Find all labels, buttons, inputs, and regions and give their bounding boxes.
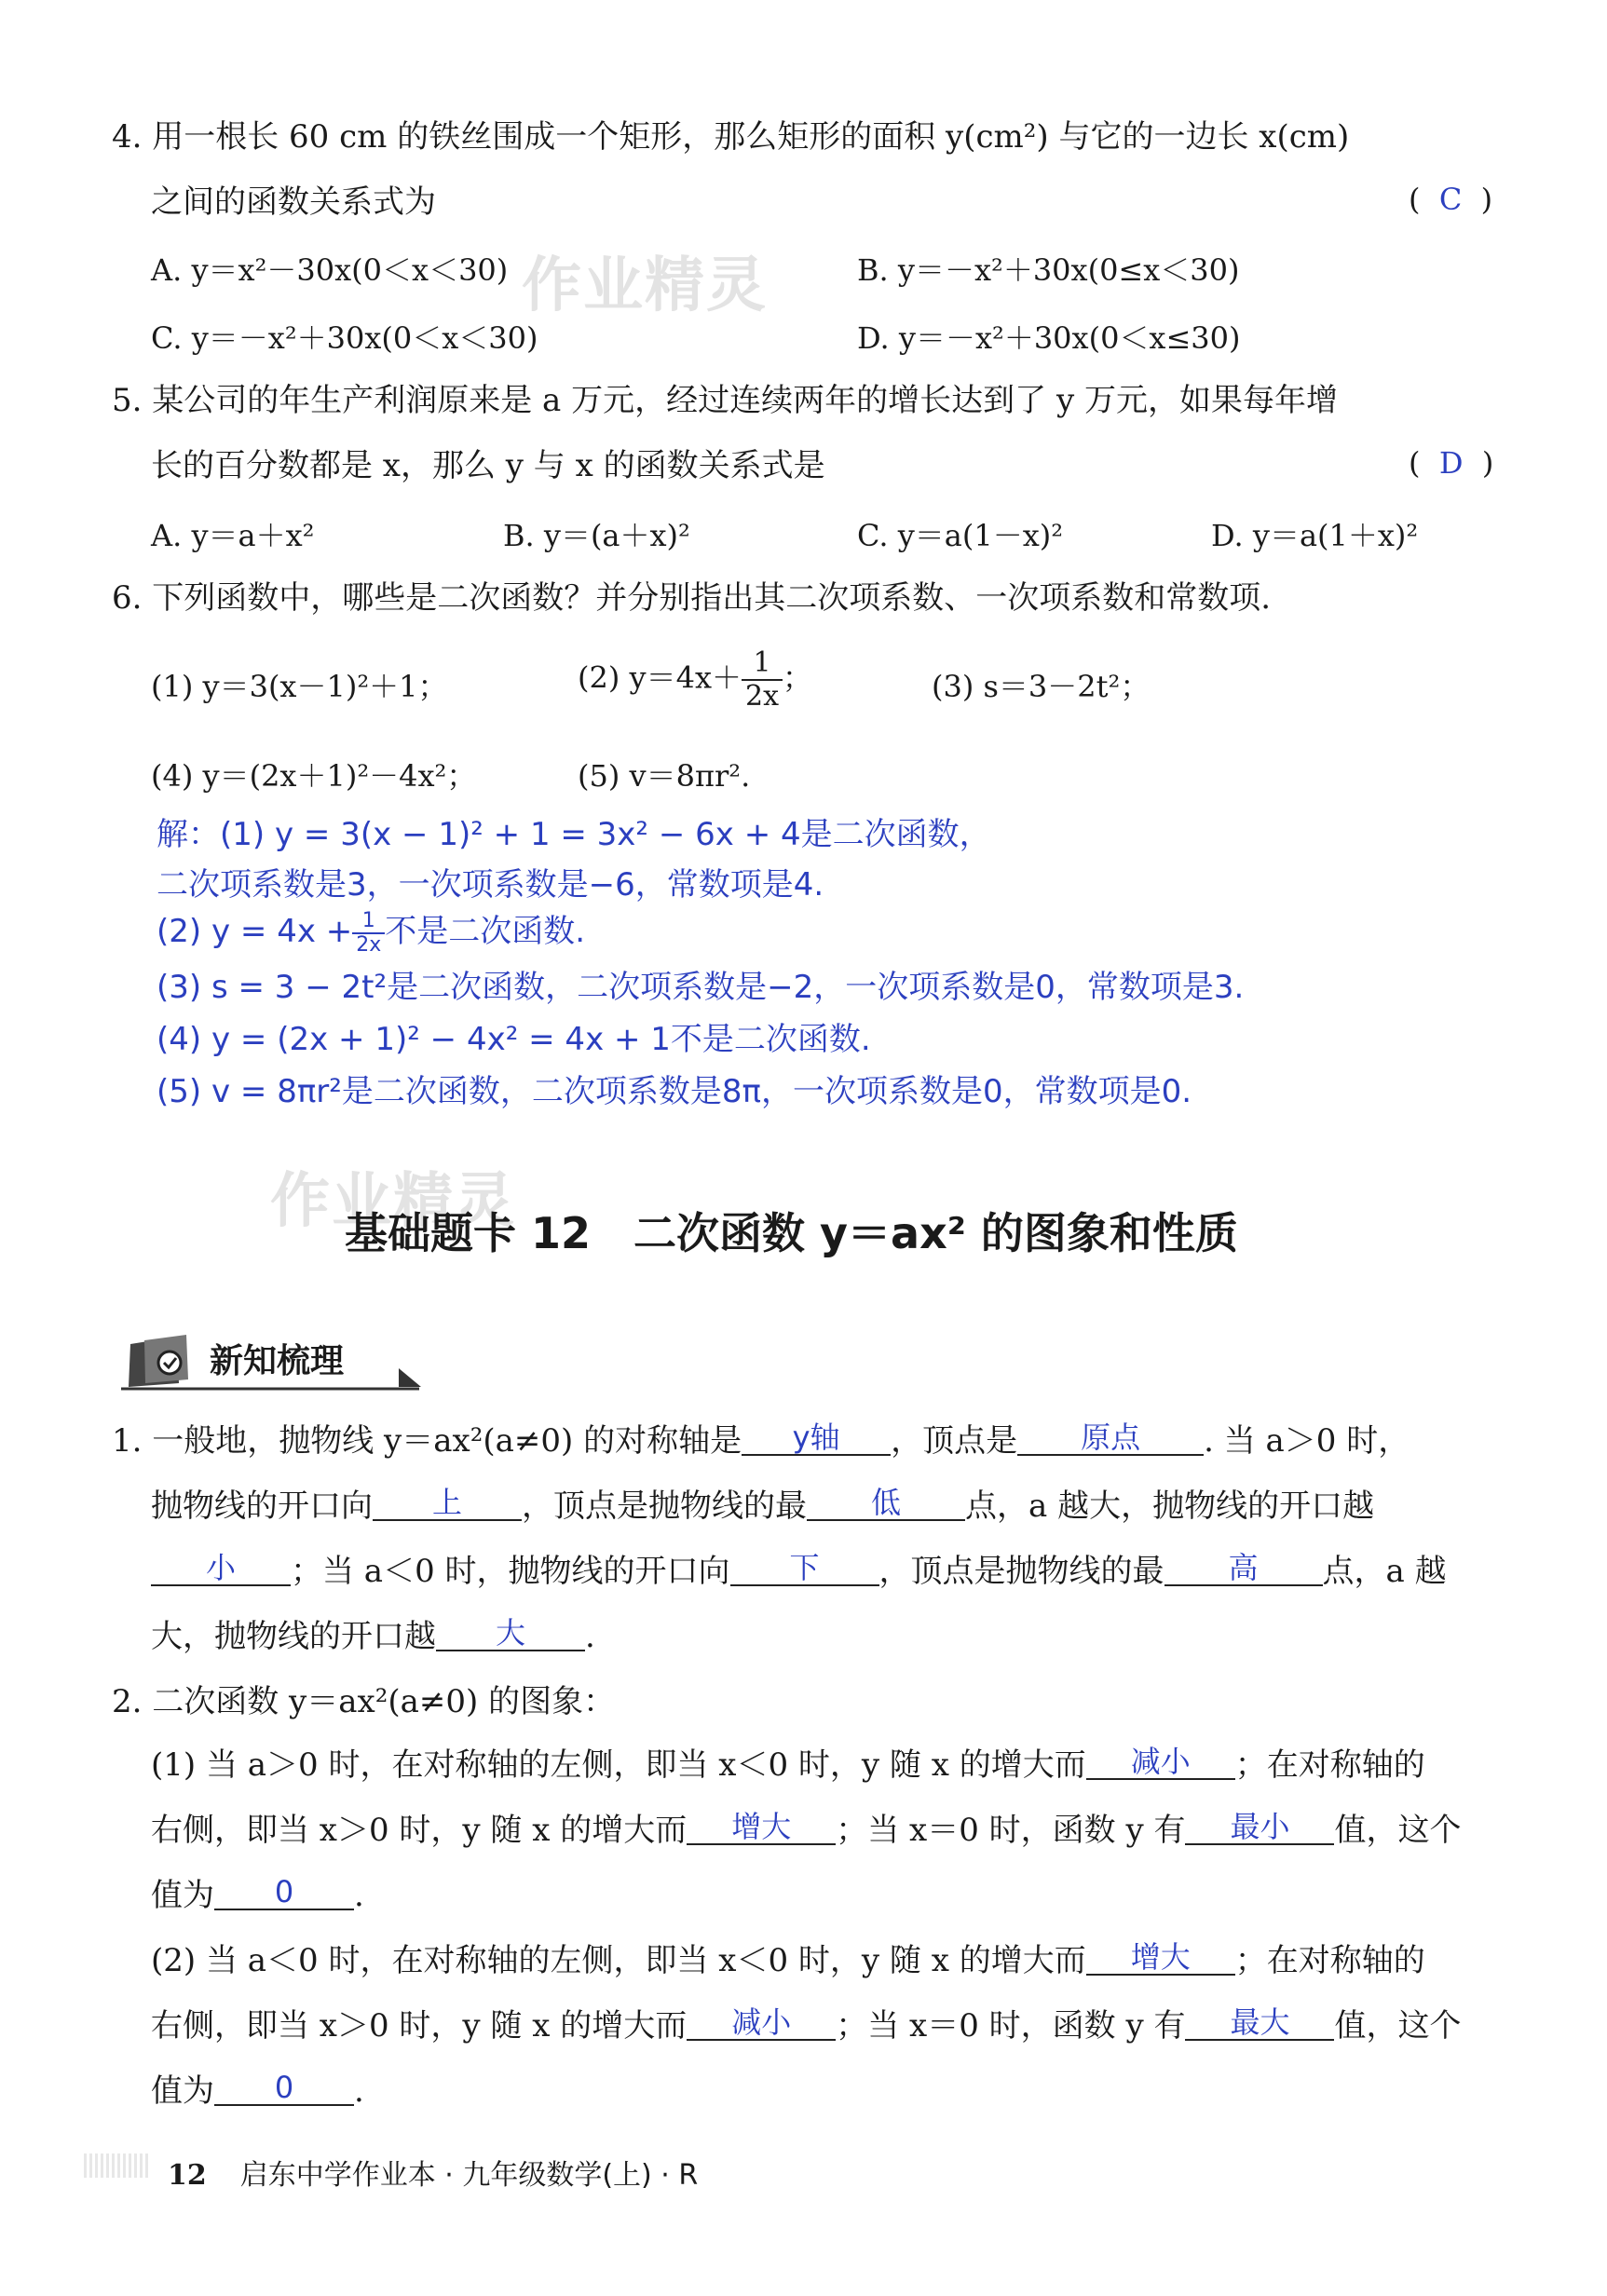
k1-text-8: ，顶点是抛物线的最: [878, 1553, 1164, 1590]
q6-function-2-numerator: 1: [742, 647, 783, 681]
k2-p1-blank-1[interactable]: 减小: [1086, 1745, 1235, 1780]
k1-text-4: 抛物线的开口向: [151, 1488, 373, 1525]
q6-solution-line5: (4) y = (2x + 1)² − 4x² = 4x + 1不是二次函数.: [157, 1021, 871, 1058]
q4-line2: 之间的函数关系式为: [151, 183, 436, 221]
q5-line1: 5. 某公司的年生产利润原来是 a 万元，经过连续两年的增长达到了 y 万元，如果每年增: [112, 382, 1338, 419]
q6-function-1: (1) y＝3(x－1)²＋1；: [151, 669, 448, 704]
k2-p1-line3: [151, 1875, 364, 1916]
k2-p1-text-h: .: [354, 1877, 364, 1914]
k2-p1-line2: [151, 1810, 1461, 1851]
q4-answer-paren: ( C ): [1409, 182, 1493, 217]
watermark: 作业精灵: [522, 251, 768, 320]
q6-function-4: (4) y＝(2x＋1)²－4x²；: [151, 758, 477, 794]
k2-p1-text-e: ；当 x＝0 时，函数 y 有: [836, 1812, 1186, 1849]
q6-solution-denominator: 2x: [356, 932, 382, 957]
q6-solution-line4: (3) s = 3 − 2t²是二次函数，二次项系数是−2，一次项系数是0，常数项是3.: [157, 969, 1245, 1006]
q6-stem: 6. 下列函数中，哪些是二次函数？并分别指出其二次项系数、一次项系数和常数项.: [112, 579, 1272, 617]
section-head-badge: [112, 1327, 429, 1393]
k1-blank-smaller[interactable]: 小: [151, 1551, 291, 1586]
k2-p1-blank-2[interactable]: 增大: [687, 1810, 836, 1845]
q6-function-5: (5) v＝8πr².: [578, 758, 751, 794]
k2-p2-text-f: 值，这个: [1334, 2007, 1462, 2045]
footer: [168, 2152, 698, 2193]
k2-p2-blank-3[interactable]: 最大: [1185, 2005, 1334, 2041]
k2-p2-text-h: .: [354, 2072, 364, 2110]
k1-text-3: . 当 a＞0 时，: [1204, 1422, 1410, 1460]
k2-p2-line3: [151, 2071, 364, 2112]
q4-option-b: B. y＝－x²＋30x(0≤x＜30): [857, 252, 1240, 288]
k2-p1-text-a: (1) 当 a＞0 时，在对称轴的左侧，即当 x＜0 时，y 随 x 的增大而: [151, 1746, 1086, 1784]
q5-answer: D: [1438, 445, 1464, 481]
q6-solution-line6: (5) v = 8πr²是二次函数，二次项系数是8π，一次项系数是0，常数项是0.: [157, 1073, 1192, 1110]
k2-p1-text-g: 值为: [151, 1877, 214, 1914]
k1-blank-larger[interactable]: 大: [436, 1616, 585, 1651]
k2-p1-blank-4[interactable]: 0: [214, 1875, 354, 1910]
k1-blank-highest[interactable]: 高: [1164, 1551, 1323, 1586]
k2-p2-blank-2[interactable]: 减小: [687, 2005, 836, 2041]
q5-option-d: D. y＝a(1＋x)²: [1211, 518, 1419, 553]
q6-solution-line3: [157, 905, 585, 957]
k2-p1-text-f: 值，这个: [1334, 1812, 1462, 1849]
q5-option-a: A. y＝a＋x²: [151, 518, 315, 553]
k1-line1: [112, 1420, 1410, 1461]
k1-text-10: 大，抛物线的开口越: [151, 1618, 436, 1655]
page-number: 12: [168, 2159, 207, 2192]
k2-p2-text-e: ；当 x＝0 时，函数 y 有: [836, 2007, 1186, 2045]
k1-text-1: 1. 一般地，抛物线 y＝ax²(a≠0) 的对称轴是: [112, 1422, 742, 1460]
q5-option-b: B. y＝(a＋x)²: [503, 518, 690, 553]
q4-option-a: A. y＝x²－30x(0＜x＜30): [151, 252, 509, 288]
q6-solution-line2: 二次项系数是3，一次项系数是−6，常数项是4.: [157, 866, 824, 903]
k1-line4: [151, 1616, 595, 1657]
q6-solution-line1: 解：(1) y = 3(x − 1)² + 1 = 3x² − 6x + 4是二次函数，: [157, 816, 991, 853]
k2-p2-blank-4[interactable]: 0: [214, 2071, 354, 2106]
k2-p2-text-c: ；在对称轴的: [1234, 1942, 1425, 1979]
q6-function-2-post: ；: [783, 659, 813, 696]
k2-p1-text-c: ；在对称轴的: [1234, 1746, 1425, 1784]
q5-line2: 长的百分数都是 x，那么 y 与 x 的函数关系式是: [151, 447, 825, 484]
q6-function-2-denominator: 2x: [745, 680, 780, 713]
k2-stem: 2. 二次函数 y＝ax²(a≠0) 的图象：: [112, 1683, 616, 1720]
book-title: 启东中学作业本 · 九年级数学(上) · R: [239, 2159, 699, 2192]
footer-decoration: [84, 2153, 149, 2178]
k1-line3: [151, 1551, 1447, 1592]
k2-p2-text-a: (2) 当 a＜0 时，在对称轴的左侧，即当 x＜0 时，y 随 x 的增大而: [151, 1942, 1086, 1979]
k1-text-11: .: [585, 1618, 595, 1655]
k1-text-5: ，顶点是抛物线的最: [522, 1488, 807, 1525]
section-head-label: 新知梳理: [210, 1342, 345, 1380]
k2-p1-text-d: 右侧，即当 x＞0 时，y 随 x 的增大而: [151, 1812, 688, 1849]
k1-blank-open-down[interactable]: 下: [730, 1551, 879, 1586]
q6-function-2-pre: (2) y＝4x＋: [578, 659, 742, 696]
k2-p2-text-d: 右侧，即当 x＞0 时，y 随 x 的增大而: [151, 2007, 688, 2045]
q6-solution-numerator: 1: [352, 910, 385, 934]
k1-text-2: ，顶点是: [891, 1422, 1018, 1460]
q6-solution-fraction: [352, 910, 385, 957]
q5-answer-paren: ( D ): [1409, 445, 1494, 481]
k1-blank-open-up[interactable]: 上: [373, 1486, 522, 1521]
q4-option-c: C. y＝－x²＋30x(0＜x＜30): [151, 320, 538, 356]
k1-text-7: ；当 a＜0 时，抛物线的开口向: [291, 1553, 730, 1590]
k2-p2-text-g: 值为: [151, 2072, 214, 2110]
k2-p2-blank-1[interactable]: 增大: [1086, 1940, 1235, 1976]
k2-p2-line2: [151, 2005, 1461, 2046]
k1-line2: [151, 1486, 1374, 1527]
k1-text-9: 点，a 越: [1322, 1553, 1447, 1590]
k1-blank-vertex[interactable]: 原点: [1017, 1420, 1204, 1456]
q4-option-d: D. y＝－x²＋30x(0＜x≤30): [857, 320, 1241, 356]
k1-blank-axis[interactable]: y轴: [742, 1420, 891, 1456]
k2-p1-blank-3[interactable]: 最小: [1185, 1810, 1334, 1845]
k2-p1-line1: [151, 1745, 1425, 1786]
k2-p2-line1: [151, 1940, 1425, 1981]
watermark-2: 作业精灵: [270, 1167, 516, 1236]
q6-solution-line3-pre: (2) y = 4x +: [157, 913, 353, 950]
q6-function-2: [578, 647, 812, 713]
q6-function-3: (3) s＝3－2t²；: [932, 669, 1151, 704]
q4-line1: 4. 用一根长 60 cm 的铁丝围成一个矩形，那么矩形的面积 y(cm²) 与它的一边长 x(cm): [112, 118, 1350, 156]
section-title: 基础题卡 12 二次函数 y＝ax² 的图象和性质: [345, 1208, 1238, 1258]
q6-solution-line3-post: 不是二次函数.: [385, 913, 586, 950]
q4-answer: C: [1438, 182, 1463, 217]
q6-function-2-fraction: [742, 647, 783, 713]
k1-blank-lowest[interactable]: 低: [807, 1486, 965, 1521]
q5-option-c: C. y＝a(1－x)²: [857, 518, 1064, 553]
k1-text-6: 点，a 越大，抛物线的开口越: [965, 1488, 1375, 1525]
